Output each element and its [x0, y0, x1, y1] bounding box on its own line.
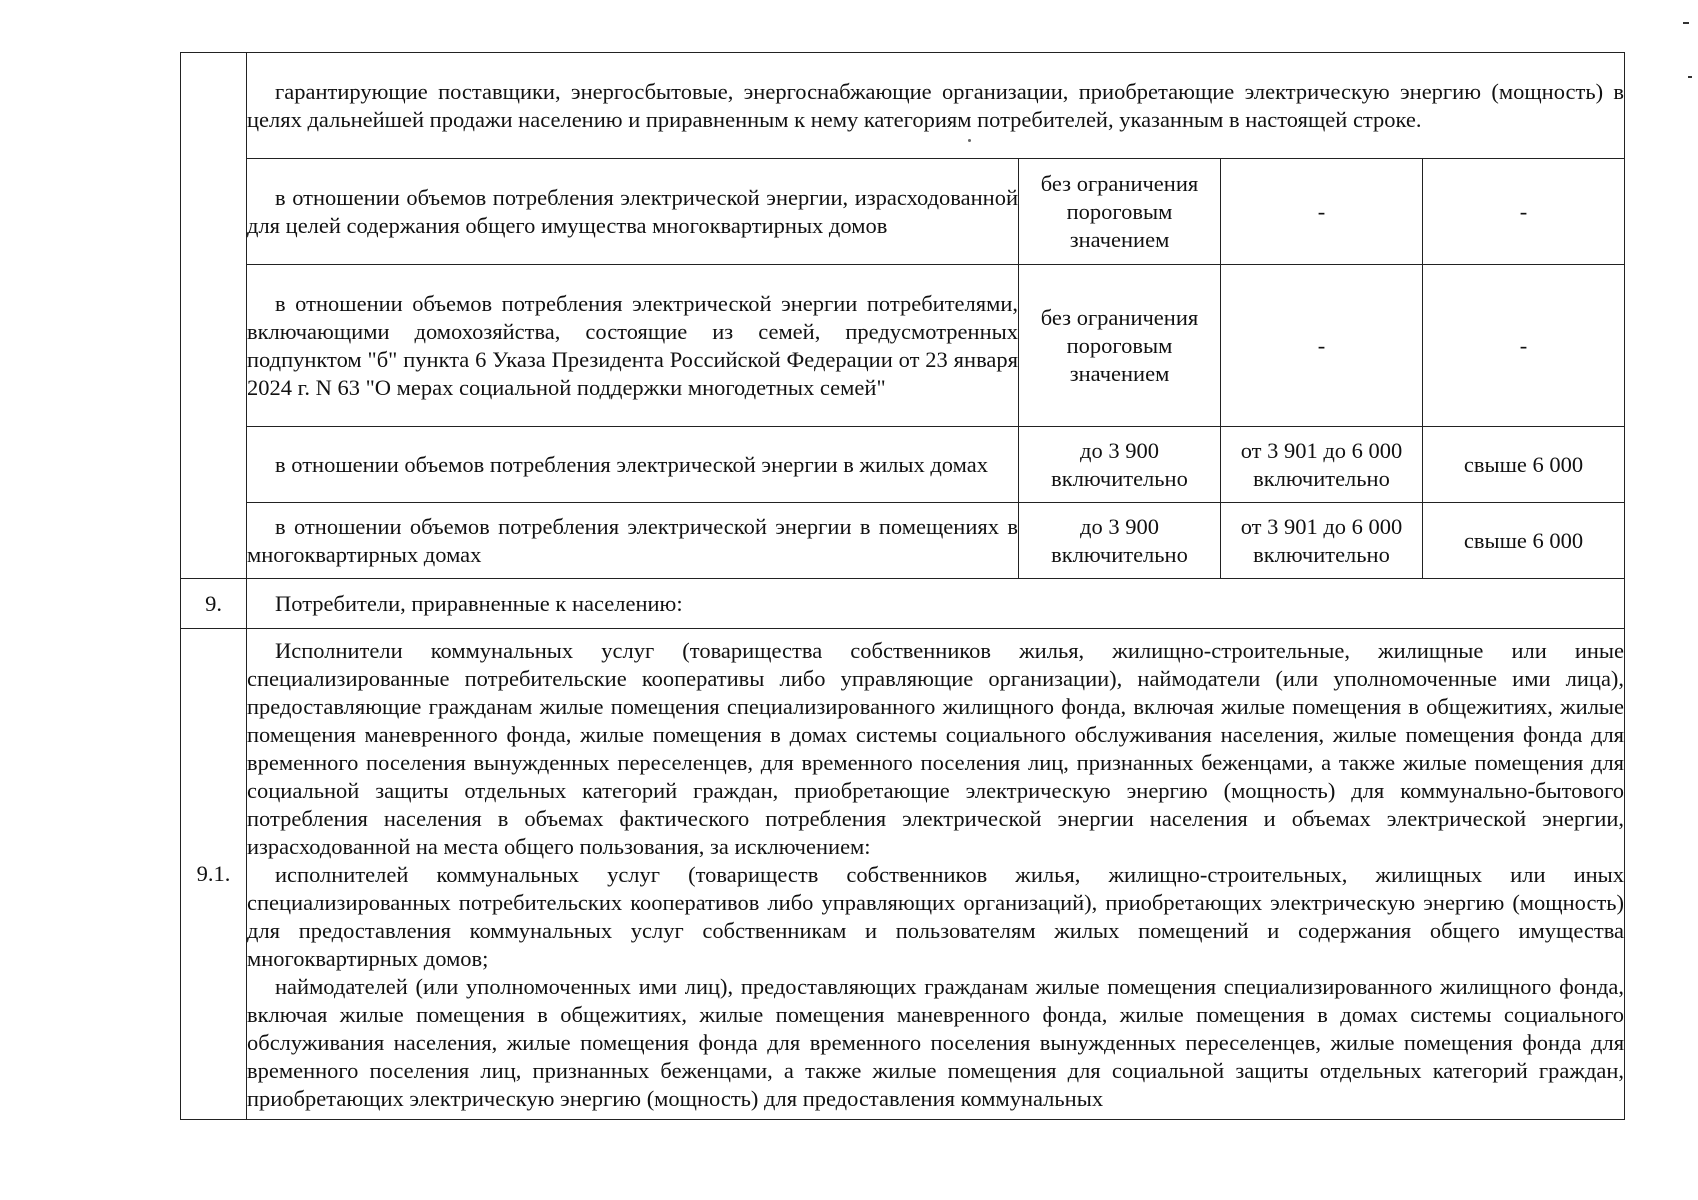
subrow-description: в отношении объемов потребления электрической энергии в помещениях в многоквартирных домах [247, 513, 1018, 567]
table-cell [247, 629, 1625, 1120]
threshold-cell: - [1221, 265, 1423, 427]
table-cell [247, 579, 1625, 629]
table-row [181, 629, 1625, 1120]
row-number-cell: 9.1. [181, 629, 247, 1120]
table-row [181, 579, 1625, 629]
threshold-cell: - [1423, 265, 1625, 427]
row-number-cell: 9. [181, 579, 247, 629]
threshold-cell: свыше 6 000 [1423, 427, 1625, 503]
table-row [181, 53, 1625, 159]
subrow-description: в отношении объемов потребления электрической энергии в жилых домах [275, 451, 988, 477]
table-row [181, 159, 1625, 265]
table-cell [247, 503, 1019, 579]
threshold-cell: - [1221, 159, 1423, 265]
scan-mark [1683, 22, 1689, 24]
paragraph: наймодателей (или уполномоченных ими лиц), предоставляющих гражданам жилые помещения специализированного жилищного фонда, включая жилые помещения в общежитиях, жилые помещения маневренного фонда, жилые помещения в домах системы социального обслуживания населения, жилые помещения фонда для временного поселения вынужденных переселенцев, жилые помещения фонда для временного поселения лиц, признанных беженцами, а также жилые помещения для социальной защиты отдельных категорий граждан, приобретающих электрическую энергию (мощность) для предоставления коммунальных [247, 974, 1625, 1111]
paragraph: исполнителей коммунальных услуг (товариществ собственников жилья, жилищно-строительных, жилищных или иных специализированных потребительских кооперативов либо управляющих организаций), приобретающих электрическую энергию (мощность) для предоставления коммунальных услуг собственникам и пользователям жилых помещений и содержания общего имущества многоквартирных домов; [247, 862, 1625, 971]
table-row [181, 427, 1625, 503]
threshold-cell: свыше 6 000 [1423, 503, 1625, 579]
threshold-cell: от 3 901 до 6 000 включительно [1221, 427, 1423, 503]
threshold-cell: - [1423, 159, 1625, 265]
table-cell [247, 159, 1019, 265]
table-cell [247, 53, 1625, 159]
threshold-cell: до 3 900 включительно [1019, 503, 1221, 579]
row-intro-text: гарантирующие поставщики, энергосбытовые, энергоснабжающие организации, приобретающие электрическую энергию (мощность) в целях дальнейшей продажи населению и приравненным к нему категориям потребителей, указанным в настоящей строке. [247, 78, 1625, 132]
table-cell [247, 265, 1019, 427]
table-cell [247, 427, 1019, 503]
threshold-cell: до 3 900 включительно [1019, 427, 1221, 503]
row-number-cell [181, 53, 247, 579]
section-heading: Потребители, приравненные к населению: [275, 590, 683, 616]
paragraph: Исполнители коммунальных услуг (товарищества собственников жилья, жилищно-строительные, жилищные или иные специализированные потребительские кооперативы либо управляющие организации), наймодатели (или уполномоченные ими лица), предоставляющие гражданам жилые помещения специализированного жилищного фонда, включая жилые помещения в общежитиях, жилые помещения маневренного фонда, жилые помещения в домах системы социального обслуживания населения, жилые помещения фонда для временного поселения вынужденных переселенцев, для временного поселения лиц, признанных беженцами, а также жилые помещения для социальной защиты отдельных категорий граждан, приобретающие электрическую энергию (мощность) для коммунально-бытового потребления населения в объемах фактического потребления электрической энергии населения и объемах электрической энергии, израсходованной на места общего пользования, за исключением: [247, 638, 1625, 859]
table-row [181, 503, 1625, 579]
threshold-cell: без ограничения пороговым значением [1019, 159, 1221, 265]
scan-mark [1688, 76, 1692, 78]
table-row [181, 265, 1625, 427]
tariff-table [180, 52, 1625, 1120]
threshold-cell: от 3 901 до 6 000 включительно [1221, 503, 1423, 579]
subrow-description: в отношении объемов потребления электрической энергии потребителями, включающими домохозяйства, состоящие из семей, предусмотренных подпунктом "б" пункта 6 Указа Президента Российской Федерации от 23 января 2024 г. N 63 "О мерах социальной поддержки многодетных семей" [247, 290, 1018, 400]
subrow-description: в отношении объемов потребления электрической энергии, израсходованной для целей содержания общего имущества многоквартирных домов [247, 184, 1018, 238]
threshold-cell: без ограничения пороговым значением [1019, 265, 1221, 427]
